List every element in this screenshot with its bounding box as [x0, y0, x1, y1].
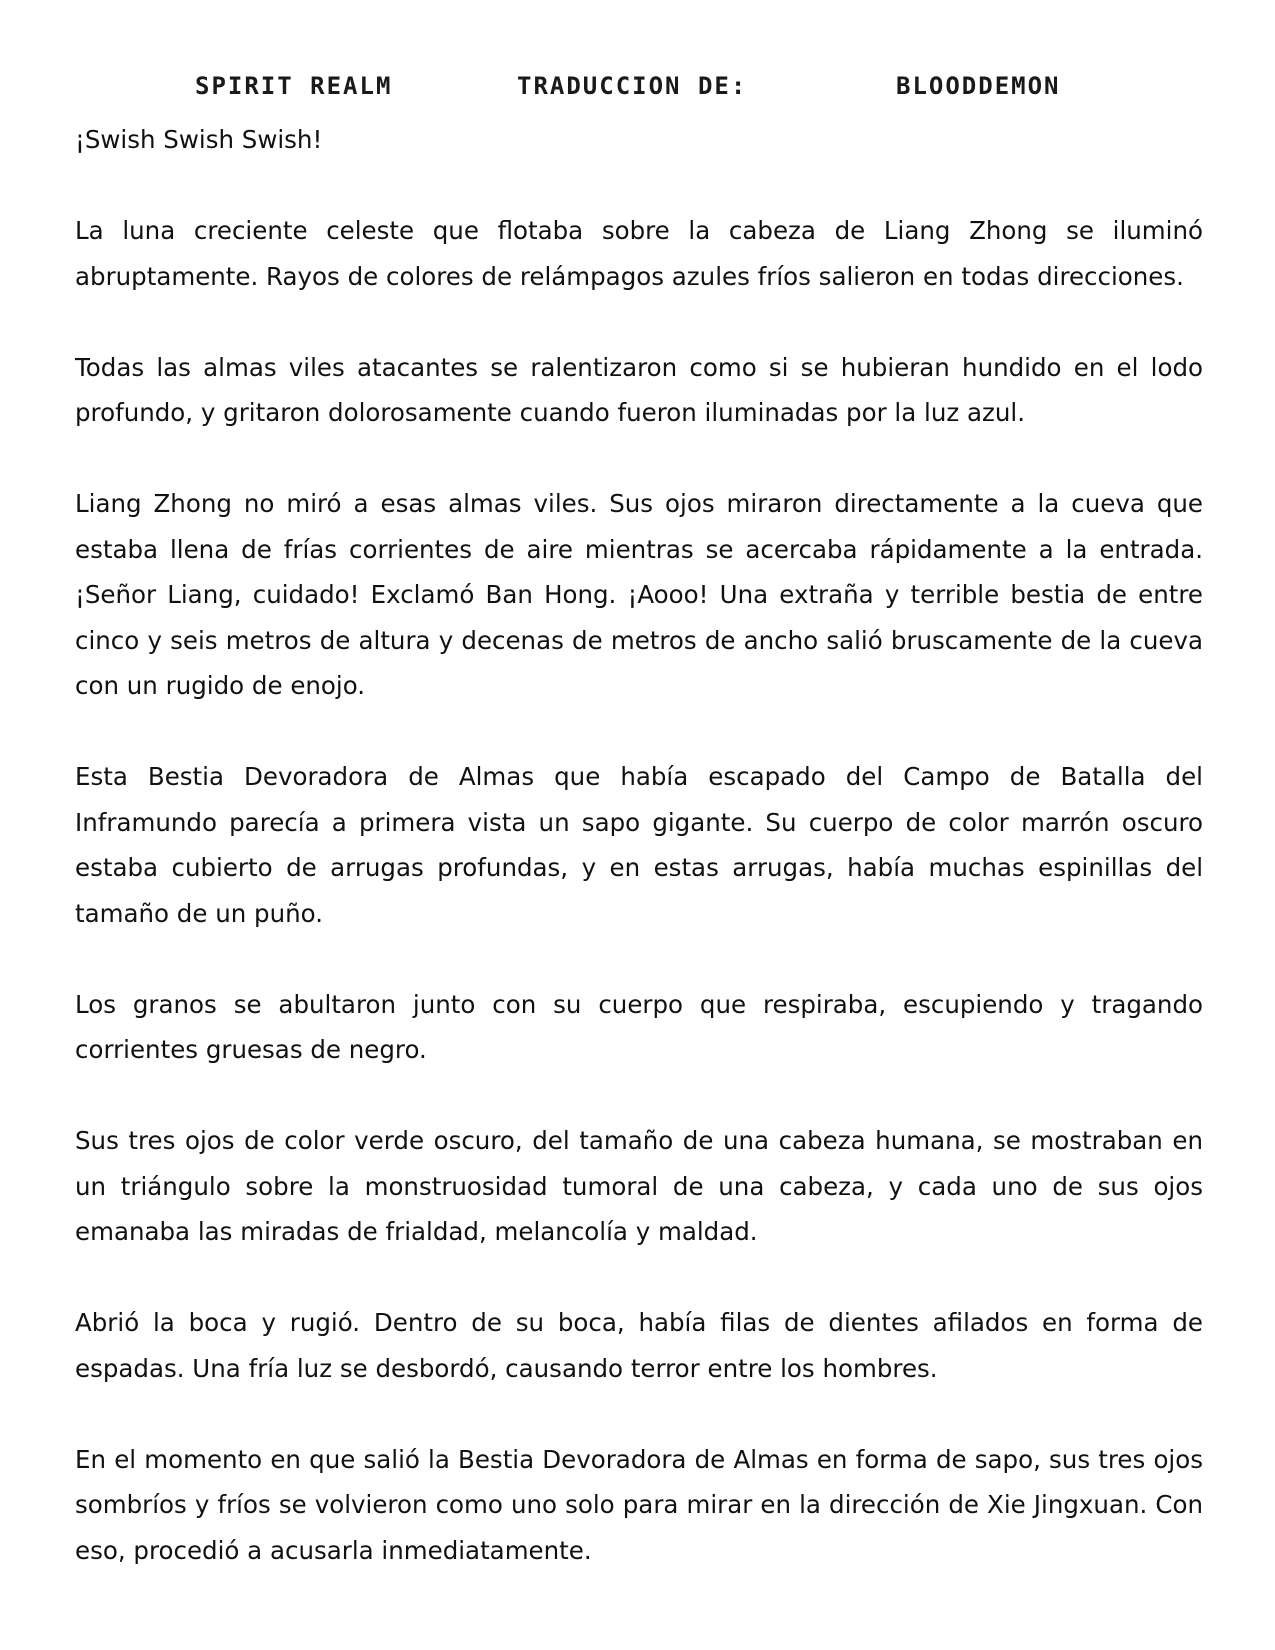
paragraph: La luna creciente celeste que flotaba sobre la cabeza de Liang Zhong se iluminó abruptamente. Rayos de colores de relámpagos azules fríos salieron en todas direcciones. — [75, 216, 1203, 291]
header-translator-name: BLOODDEMON — [896, 72, 1061, 100]
header-translation-label: TRADUCCION DE: — [517, 72, 748, 100]
paragraph: Los granos se abultaron junto con su cuerpo que respiraba, escupiendo y tragando corrientes gruesas de negro. — [75, 989, 1203, 1064]
paragraph: ¡Swish Swish Swish! — [75, 125, 323, 154]
paragraph: Liang Zhong no miró a esas almas viles. Sus ojos miraron directamente a la cueva que estaba llena de frías corrientes de aire mientras se acercaba rápidamente a la entrada. ¡Señor Liang, cuidado! Exclamó Ban Hong. ¡Aooo! Una extraña y terrible bestia de entre cinco y seis metros de altura y decenas de metros de ancho salió bruscamente de la cueva con un rugido de enojo. — [75, 489, 1203, 700]
paragraph: Sus tres ojos de color verde oscuro, del tamaño de una cabeza humana, se mostraban en un triángulo sobre la monstruosidad tumoral de una cabeza, y cada uno de sus ojos emanaba las miradas de frialdad, melancolía y maldad. — [75, 1126, 1203, 1246]
paragraph: Todas las almas viles atacantes se ralentizaron como si se hubieran hundido en el lodo profundo, y gritaron dolorosamente cuando fueron iluminadas por la luz azul. — [75, 352, 1203, 427]
paragraph: Abrió la boca y rugió. Dentro de su boca, había filas de dientes afilados en forma de espadas. Una fría luz se desbordó, causando terror entre los hombres. — [75, 1308, 1203, 1383]
header-series-title: SPIRIT REALM — [195, 72, 393, 100]
document-body — [75, 117, 1203, 1619]
paragraph: Esta Bestia Devoradora de Almas que había escapado del Campo de Batalla del Inframundo parecía a primera vista un sapo gigante. Su cuerpo de color marrón oscuro estaba cubierto de arrugas profundas, y en estas arrugas, había muchas espinillas del tamaño de un puño. — [75, 762, 1203, 928]
page-header — [0, 72, 1275, 112]
paragraph: En el momento en que salió la Bestia Devoradora de Almas en forma de sapo, sus tres ojos sombríos y fríos se volvieron como uno solo para mirar en la dirección de Xie Jingxuan. Con eso, procedió a acusarla inmediatamente. — [75, 1444, 1203, 1565]
